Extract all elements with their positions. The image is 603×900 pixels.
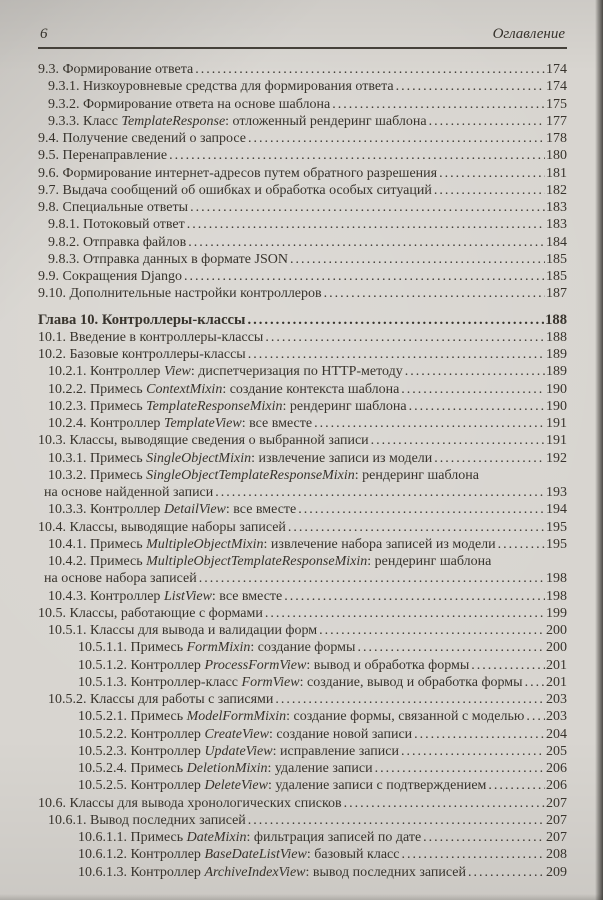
dot-leader xyxy=(332,96,545,113)
toc-entry-label: 9.8.3. Отправка данных в формате JSON xyxy=(48,251,288,267)
toc-entry xyxy=(38,657,567,674)
class-name-italic: DetailView xyxy=(163,502,226,518)
toc-entry-text xyxy=(38,450,432,467)
toc-page-number: 206 xyxy=(546,761,567,776)
toc-entry xyxy=(38,78,567,95)
toc-entry-label: 9.7. Выдача сообщений об ошибках и обработка особых ситуаций xyxy=(38,182,432,198)
toc-page-number: 174 xyxy=(546,79,567,95)
toc-entry-text xyxy=(38,812,246,829)
toc-page-number: 194 xyxy=(546,502,567,518)
toc-entry xyxy=(38,777,567,794)
toc-entry xyxy=(38,674,567,691)
class-name-italic: BaseDateListView xyxy=(204,847,307,863)
toc-entry-label: на основе найденной записи xyxy=(44,485,214,500)
toc-entry-label: 10.2.1. Контроллер xyxy=(48,364,164,380)
toc-entry xyxy=(38,363,567,380)
toc-page-number: 203 xyxy=(546,692,567,707)
toc-page-number: 201 xyxy=(546,657,567,673)
dot-leader xyxy=(298,501,545,518)
toc-page-number: 200 xyxy=(546,640,567,656)
dot-leader xyxy=(525,674,545,691)
toc-entry-label: 10.5.1.2. Контроллер xyxy=(78,657,205,673)
class-name-italic: SingleObjectMixin xyxy=(146,450,252,466)
photo-right-edge-shadow xyxy=(595,0,603,900)
toc-entry xyxy=(38,165,567,182)
dot-leader xyxy=(265,329,545,346)
toc-entry-label-after: : извлечение записи из модели xyxy=(251,450,433,466)
class-name-italic: ModelFormMixin xyxy=(186,709,287,725)
toc-page-number: 174 xyxy=(546,62,567,77)
toc-entry-text xyxy=(38,743,399,760)
toc-page-number: 195 xyxy=(546,536,567,552)
dot-leader xyxy=(169,147,545,164)
toc-entry-text xyxy=(38,234,186,251)
toc-entry-label: 10.3.2. Примесь xyxy=(48,467,147,483)
toc-entry xyxy=(38,829,567,846)
toc-page-number: 188 xyxy=(546,329,567,345)
toc-entry-text xyxy=(38,216,185,233)
toc-entry xyxy=(38,346,567,363)
toc-entry-label-after: : базовый класс xyxy=(306,847,400,863)
toc-entry-label: 10.6.1.1. Примесь xyxy=(78,830,187,845)
toc-page-number: 188 xyxy=(545,311,567,328)
toc-entry-label-after: : исправление записи xyxy=(272,743,399,759)
toc-entry xyxy=(38,329,567,346)
dot-leader xyxy=(434,450,545,467)
class-name-italic: UpdateView xyxy=(204,743,273,759)
toc-page-number: 185 xyxy=(546,251,567,267)
dot-leader xyxy=(423,829,545,846)
toc-entry-text xyxy=(38,777,486,794)
toc-entry-label: 10.5.1.1. Примесь xyxy=(78,640,187,656)
dot-leader xyxy=(248,812,545,829)
running-header xyxy=(38,26,567,49)
dot-leader xyxy=(498,536,545,553)
class-name-italic: TemplateView xyxy=(163,416,242,431)
dot-leader xyxy=(526,708,545,725)
toc-page-number: 192 xyxy=(546,450,567,466)
toc-entry-text xyxy=(38,484,213,501)
toc-entry-label: 10.2.3. Примесь xyxy=(48,398,147,414)
toc-entry-text xyxy=(38,329,263,346)
toc-entry xyxy=(38,812,567,829)
dot-leader xyxy=(314,415,545,432)
toc-entry-label: 10.4. Классы, выводящие наборы записей xyxy=(38,519,286,535)
toc-page-number: 205 xyxy=(546,743,567,759)
dot-leader xyxy=(248,130,545,147)
class-name-italic: DeleteView xyxy=(204,778,268,794)
class-name-italic: ProcessFormView xyxy=(204,657,307,673)
toc-entry-text xyxy=(38,147,167,164)
toc-entry-text xyxy=(38,501,296,518)
toc-entry-label: 10.6. Классы для вывода хронологических списков xyxy=(38,795,342,811)
toc-page-number: 184 xyxy=(546,234,567,250)
dot-leader xyxy=(184,268,545,285)
dot-leader xyxy=(434,182,545,199)
toc-entry-label: 10.4.1. Примесь xyxy=(48,536,147,552)
dot-leader xyxy=(371,432,545,449)
toc-entry-text xyxy=(38,467,479,484)
photo-bottom-edge-shadow xyxy=(0,894,603,900)
class-name-italic: View xyxy=(163,364,191,380)
toc-entry-label: 9.3. Формирование ответа xyxy=(38,62,194,77)
toc-entry-label: 10.3.1. Примесь xyxy=(48,450,147,466)
toc-entry xyxy=(38,199,567,216)
toc-list xyxy=(38,61,567,881)
toc-entry xyxy=(38,605,567,622)
toc-page-number: 207 xyxy=(546,795,567,811)
toc-entry-label-after: : рендеринг шаблона xyxy=(367,554,492,569)
class-name-italic: DateMixin xyxy=(186,830,247,845)
toc-entry-label-after: : удаление записи с подтверждением xyxy=(267,778,487,794)
toc-entry-label-after: : все вместе xyxy=(241,416,313,431)
class-name-italic: DeletionMixin xyxy=(186,761,268,776)
dot-leader xyxy=(215,484,545,501)
toc-entry xyxy=(38,622,567,639)
toc-entry-text xyxy=(38,199,188,216)
toc-entry-text xyxy=(38,605,263,622)
dot-leader xyxy=(405,363,545,380)
toc-entry-text xyxy=(38,795,342,812)
toc-entry-label: 10.5. Классы, работающие с формами xyxy=(38,605,263,621)
toc-entry xyxy=(38,519,567,536)
toc-entry xyxy=(38,216,567,233)
running-header-title: Оглавление xyxy=(492,26,565,42)
dot-leader xyxy=(265,605,545,622)
toc-entry-text xyxy=(38,165,437,182)
toc-entry-text xyxy=(38,726,412,743)
dot-leader xyxy=(188,234,545,251)
toc-entry-text xyxy=(38,536,496,553)
toc-entry xyxy=(38,61,567,78)
toc-entry xyxy=(38,795,567,812)
toc-entry-label: 10.1. Введение в контроллеры-классы xyxy=(38,329,264,345)
toc-page-number: 181 xyxy=(546,165,567,181)
toc-entry-text xyxy=(38,113,427,130)
toc-entry-text xyxy=(38,588,282,605)
toc-entry-label: 9.9. Сокращения Django xyxy=(38,269,182,284)
toc-entry-label: 9.8.1. Потоковый ответ xyxy=(48,217,185,233)
toc-entry-label: 10.2.2. Примесь xyxy=(48,381,147,397)
toc-entry xyxy=(38,398,567,415)
toc-entry xyxy=(38,743,567,760)
toc-entry xyxy=(38,381,567,398)
class-name-italic: MultipleObjectTemplateResponseMixin xyxy=(146,554,368,569)
toc-entry-label: 10.5.2. Классы для работы с записями xyxy=(48,692,274,707)
toc-entry-label: 9.5. Перенаправление xyxy=(38,148,168,164)
toc-entry-text xyxy=(38,846,399,863)
toc-entry-text xyxy=(38,691,273,708)
toc-page-number: 200 xyxy=(546,623,567,638)
toc-entry xyxy=(38,726,567,743)
dot-leader xyxy=(195,61,545,78)
dot-leader xyxy=(429,113,545,130)
toc-entry-label-after: : удаление записи xyxy=(267,761,373,776)
toc-entry xyxy=(38,450,567,467)
toc-page-number: 195 xyxy=(546,519,567,535)
toc-entry-label-after: : вывод и обработка формы xyxy=(306,657,470,673)
toc-page-number: 187 xyxy=(546,286,567,302)
toc-entry-text xyxy=(38,381,399,398)
toc-entry-label: 10.5.2.2. Контроллер xyxy=(78,726,205,742)
toc-entry-text xyxy=(38,570,197,587)
toc-entry-text xyxy=(38,96,330,113)
toc-entry xyxy=(38,251,567,268)
toc-entry xyxy=(38,484,567,501)
class-name-italic: TemplateResponse xyxy=(121,113,226,129)
toc-entry xyxy=(38,96,567,113)
toc-entry-label-after: : создание формы xyxy=(250,640,356,656)
toc-entry-text xyxy=(38,251,288,268)
toc-page-number: 178 xyxy=(546,131,567,146)
toc-entry xyxy=(38,130,567,147)
toc-page-number: 182 xyxy=(546,182,567,198)
toc-entry xyxy=(38,268,567,285)
toc-entry-label: 10.5.2.5. Контроллер xyxy=(78,778,205,794)
toc-entry-text xyxy=(38,829,421,846)
toc-entry-label-after: : создание, вывод и обработка формы xyxy=(299,674,523,690)
dot-leader xyxy=(409,398,545,415)
toc-entry-label-after: : создание контекста шаблона xyxy=(222,381,400,397)
class-name-italic: CreateView xyxy=(204,726,269,742)
toc-entry-label-after: : все вместе xyxy=(225,502,297,518)
toc-entry-text xyxy=(38,674,523,691)
dot-leader xyxy=(401,381,545,398)
toc-entry-label: 10.6.1. Вывод последних записей xyxy=(48,812,246,828)
toc-page-number: 209 xyxy=(546,864,567,880)
toc-entry xyxy=(38,182,567,199)
dot-leader xyxy=(357,639,545,656)
toc-page-number: 185 xyxy=(546,269,567,284)
toc-entry-label: 9.3.2. Формирование ответа на основе шаблона xyxy=(48,96,331,112)
toc-entry-label: 9.3.3. Класс xyxy=(48,113,122,129)
class-name-italic: TemplateResponseMixin xyxy=(146,398,283,414)
toc-page-number: 201 xyxy=(546,674,567,690)
toc-entry-text xyxy=(38,657,469,674)
folio-page-number: 6 xyxy=(40,26,48,42)
toc-entry-label: 10.6.1.2. Контроллер xyxy=(78,847,205,863)
toc-entry-label-after: : создание новой записи xyxy=(268,726,413,742)
dot-leader xyxy=(190,199,545,216)
toc-page-number: 193 xyxy=(546,485,567,500)
toc-entry-text xyxy=(38,398,407,415)
toc-page-number: 198 xyxy=(546,571,567,587)
dot-leader xyxy=(468,864,545,881)
toc-entry-label: 10.2. Базовые контроллеры-классы xyxy=(38,347,246,362)
dot-leader xyxy=(284,588,545,605)
toc-page-number: 207 xyxy=(546,812,567,828)
toc-entry xyxy=(38,147,567,164)
dot-leader xyxy=(290,251,545,268)
toc-entry-text xyxy=(38,415,312,432)
toc-chapter-entry xyxy=(38,312,567,329)
toc-section-gap xyxy=(38,303,567,312)
toc-entry-label: 10.4.2. Примесь xyxy=(48,554,147,569)
toc-entry-text xyxy=(38,312,245,329)
class-name-italic: ListView xyxy=(163,588,212,604)
toc-page-number: 190 xyxy=(546,381,567,397)
toc-entry-text xyxy=(38,519,286,536)
toc-entry-label: 10.5.1. Классы для вывода и валидации форм xyxy=(48,623,318,638)
toc-entry-label-after: : извлечение набора записей из модели xyxy=(263,536,496,552)
dot-leader xyxy=(471,657,545,674)
toc-entry-text xyxy=(38,432,369,449)
toc-entry-label: 10.5.2.1. Примесь xyxy=(78,709,187,725)
toc-page-number: 204 xyxy=(546,726,567,742)
toc-entry-label: 9.4. Получение сведений о запросе xyxy=(38,131,246,146)
toc-entry-label-after: : диспетчеризация по HTTP-методу xyxy=(190,364,403,380)
toc-entry-label-after: : создание формы, связанной с моделью xyxy=(286,709,525,725)
toc-entry xyxy=(38,570,567,587)
toc-page-number: 180 xyxy=(546,148,567,164)
page-content xyxy=(38,26,567,881)
toc-page-number: 203 xyxy=(546,709,567,725)
toc-page-number: 190 xyxy=(546,398,567,414)
dot-leader xyxy=(288,519,545,536)
toc-entry xyxy=(38,588,567,605)
toc-page-number: 191 xyxy=(546,433,567,449)
toc-entry-label: 10.5.2.3. Контроллер xyxy=(78,743,205,759)
toc-entry xyxy=(38,432,567,449)
toc-entry xyxy=(38,691,567,708)
toc-entry-text xyxy=(38,708,524,725)
class-name-italic: MultipleObjectMixin xyxy=(146,536,264,552)
toc-entry xyxy=(38,415,567,432)
toc-entry-label: 10.4.3. Контроллер xyxy=(48,588,164,604)
dot-leader xyxy=(375,760,545,777)
class-name-italic: FormMixin xyxy=(186,640,251,656)
dot-leader xyxy=(319,622,545,639)
dot-leader xyxy=(199,570,545,587)
toc-entry xyxy=(38,846,567,863)
toc-entry-text xyxy=(38,346,246,363)
class-name-italic: ContextMixin xyxy=(146,381,223,397)
class-name-italic: ArchiveIndexView xyxy=(204,864,306,880)
toc-entry-text xyxy=(38,130,246,147)
dot-leader xyxy=(247,312,544,329)
dot-leader xyxy=(439,165,545,182)
dot-leader xyxy=(414,726,545,743)
toc-entry xyxy=(38,234,567,251)
toc-entry-text xyxy=(38,182,432,199)
toc-entry xyxy=(38,536,567,553)
toc-entry xyxy=(38,553,567,570)
toc-page-number: 207 xyxy=(546,830,567,845)
toc-entry xyxy=(38,467,567,484)
toc-page-number: 199 xyxy=(546,605,567,621)
dot-leader xyxy=(248,346,545,363)
toc-page-number: 189 xyxy=(546,347,567,362)
toc-entry-text xyxy=(38,760,373,777)
toc-entry-label-after: : рендеринг шаблона xyxy=(282,398,407,414)
toc-page-number: 175 xyxy=(546,96,567,112)
toc-entry-label: 10.5.1.3. Контроллер-класс xyxy=(78,674,242,690)
toc-entry-text xyxy=(38,268,182,285)
dot-leader xyxy=(401,743,545,760)
toc-entry-label: 9.6. Формирование интернет-адресов путем обратного разрешения xyxy=(38,165,438,181)
dot-leader xyxy=(396,78,545,95)
class-name-italic: SingleObjectTemplateResponseMixin xyxy=(146,467,355,483)
toc-entry-label: 9.8. Специальные ответы xyxy=(38,200,189,215)
toc-entry-label: 10.6.1.3. Контроллер xyxy=(78,864,205,880)
toc-page-number: 177 xyxy=(546,113,567,129)
toc-entry-label-after: : рендеринг шаблона xyxy=(354,467,479,483)
toc-entry-label-after: : фильтрация записей по дате xyxy=(246,830,422,845)
toc-entry-text xyxy=(38,553,491,570)
toc-entry-label: Глава 10. Контроллеры-классы xyxy=(38,311,246,328)
toc-entry-label: 9.3.1. Низкоуровневые средства для формирования ответа xyxy=(48,79,394,95)
toc-entry xyxy=(38,113,567,130)
toc-entry xyxy=(38,708,567,725)
dot-leader xyxy=(488,777,545,794)
dot-leader xyxy=(344,795,545,812)
toc-entry xyxy=(38,760,567,777)
toc-entry-text xyxy=(38,363,403,380)
toc-page-number: 183 xyxy=(546,200,567,215)
toc-entry xyxy=(38,501,567,518)
toc-entry-label: 10.3. Классы, выводящие сведения о выбранной записи xyxy=(38,433,369,449)
toc-entry-label: 9.8.2. Отправка файлов xyxy=(48,234,187,250)
toc-page-number: 208 xyxy=(546,847,567,863)
toc-entry-label: на основе набора записей xyxy=(44,571,197,587)
toc-entry-label-after: : вывод последних записей xyxy=(305,864,466,880)
toc-entry xyxy=(38,639,567,656)
toc-entry-label-after: : отложенный рендеринг шаблона xyxy=(225,113,427,129)
toc-entry-label-after: : все вместе xyxy=(211,588,283,604)
toc-page-number: 198 xyxy=(546,588,567,604)
dot-leader xyxy=(275,691,545,708)
dot-leader xyxy=(324,285,545,302)
toc-entry-text xyxy=(38,622,317,639)
toc-entry-text xyxy=(38,285,322,302)
toc-entry-text xyxy=(38,639,355,656)
toc-page-number: 206 xyxy=(546,778,567,794)
toc-entry-label: 9.10. Дополнительные настройки контроллеров xyxy=(38,286,322,302)
toc-entry-text xyxy=(38,864,466,881)
toc-entry-label: 10.2.4. Контроллер xyxy=(48,416,164,431)
toc-page-number: 183 xyxy=(546,217,567,233)
toc-entry-text xyxy=(38,61,193,78)
toc-page-number: 191 xyxy=(546,416,567,431)
toc-entry-label: 10.5.2.4. Примесь xyxy=(78,761,187,776)
toc-page-number: 189 xyxy=(546,364,567,380)
class-name-italic: FormView xyxy=(241,674,300,690)
toc-entry xyxy=(38,285,567,302)
toc-entry xyxy=(38,864,567,881)
dot-leader xyxy=(401,846,545,863)
dot-leader xyxy=(187,216,545,233)
toc-entry-text xyxy=(38,78,394,95)
toc-entry-label: 10.3.3. Контроллер xyxy=(48,502,164,518)
